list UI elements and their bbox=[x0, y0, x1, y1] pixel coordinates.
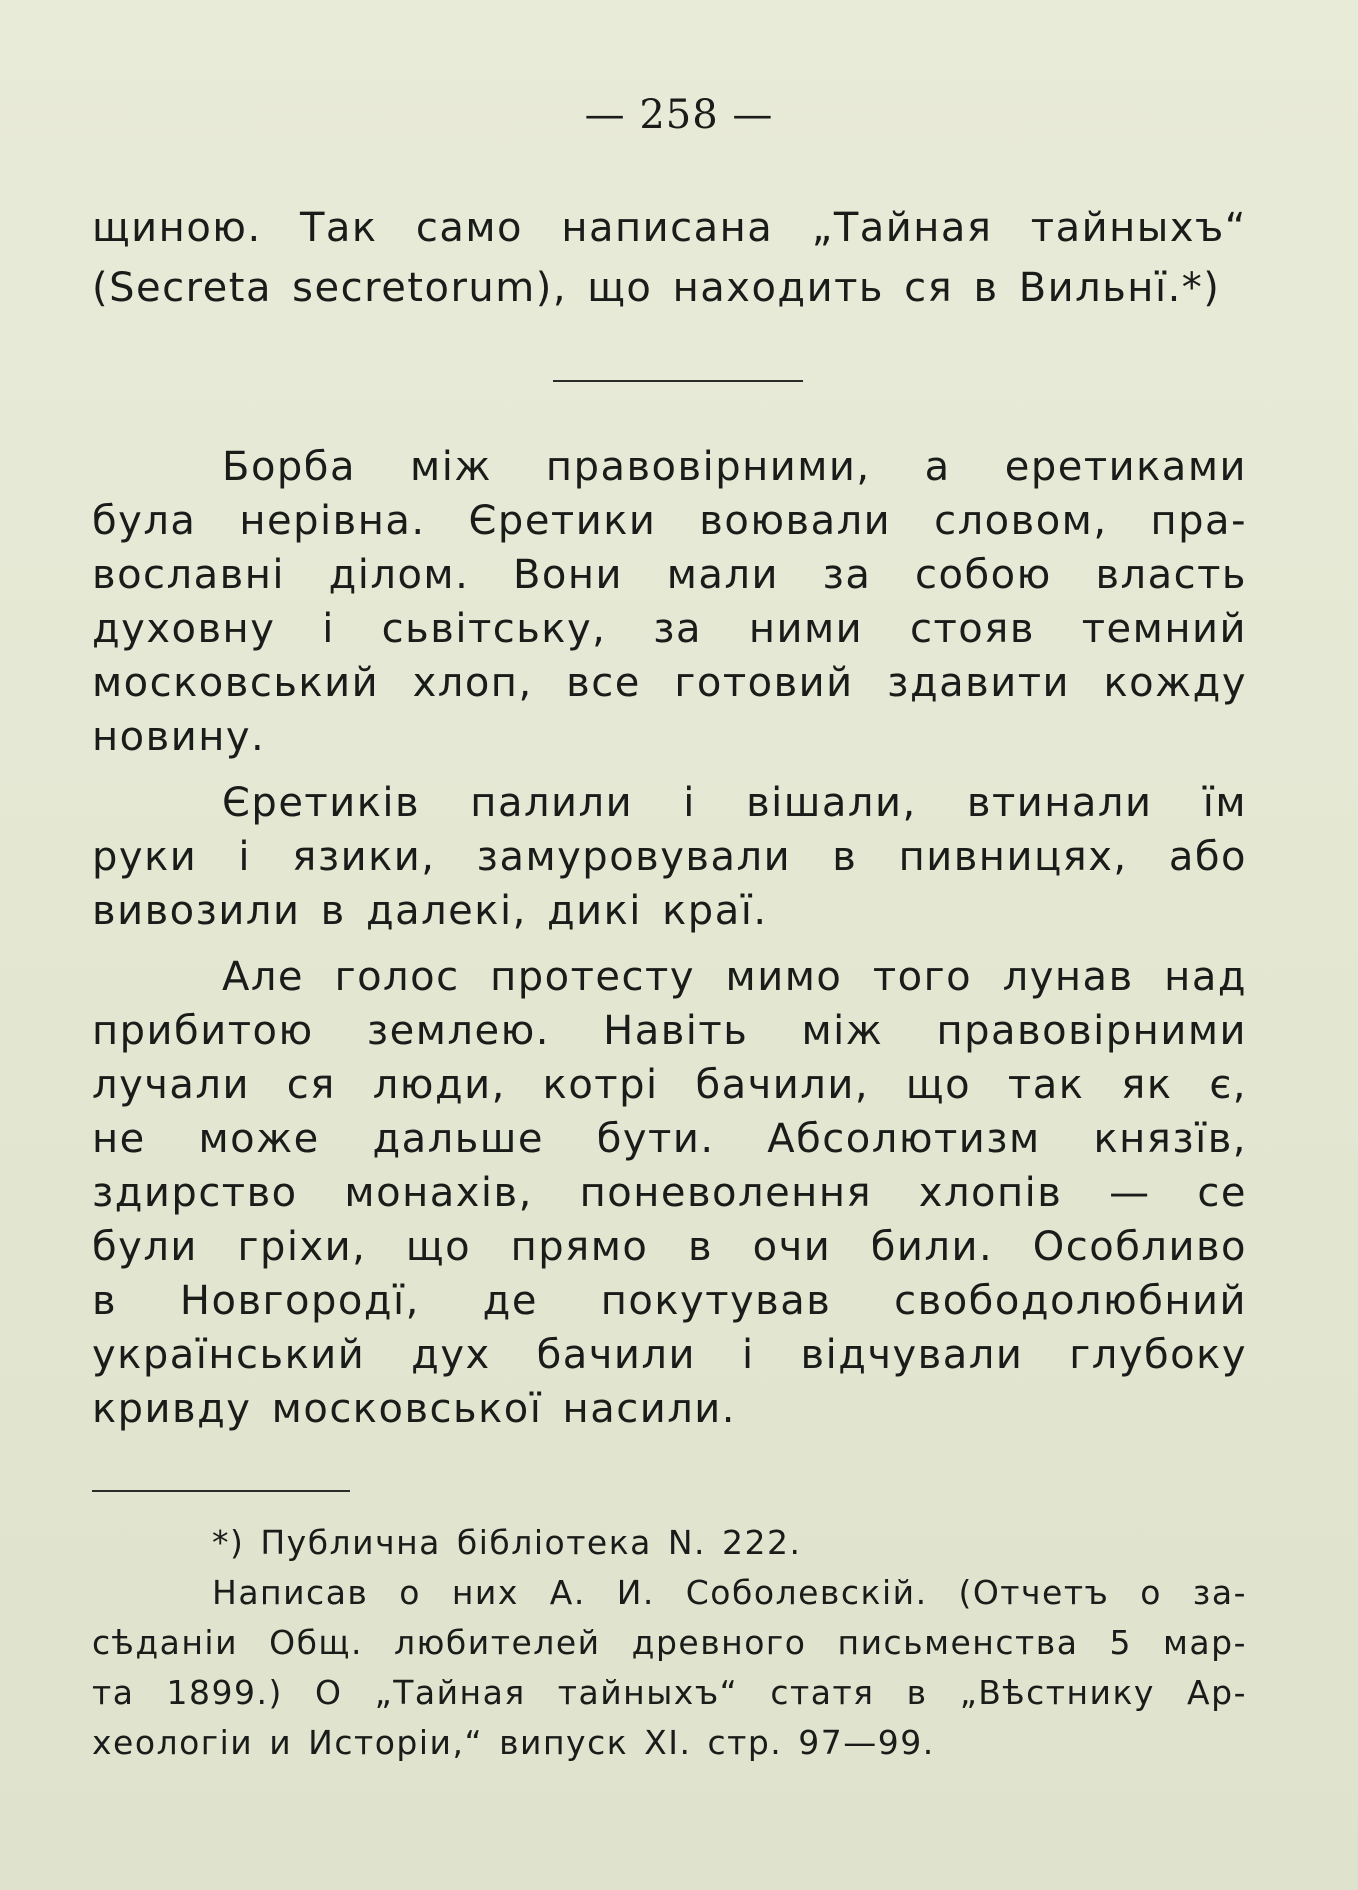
footnote-line: *) Публична бібліотека N. 222. bbox=[212, 1523, 802, 1562]
text-line: український дух бачили і відчували глубоку bbox=[92, 1332, 1247, 1378]
footnote-line: та 1899.) О „Тайная тайныхъ“ статя в „Вѣстнику Ар- bbox=[92, 1673, 1247, 1712]
section-divider bbox=[553, 380, 803, 382]
text-line: в Новгородї, де покутував свободолюбний bbox=[92, 1278, 1247, 1324]
text-line: були гріхи, що прямо в очи били. Особливо bbox=[92, 1224, 1247, 1270]
footnote-divider bbox=[92, 1490, 350, 1492]
text-line: руки і язики, замуровували в пивницях, або bbox=[92, 834, 1247, 880]
text-line: не може дальше бути. Абсолютизм князїв, bbox=[92, 1116, 1247, 1162]
text-line: Але голос протесту мимо того лунав над bbox=[222, 954, 1247, 1000]
text-line: вославні ділом. Вони мали за собою власть bbox=[92, 552, 1247, 598]
page-number: — 258 — bbox=[584, 92, 774, 138]
text-line: духовну і сьвітську, за ними стояв темний bbox=[92, 606, 1247, 652]
footnote-line: сѣданіи Общ. любителей древного письменства 5 мар- bbox=[92, 1623, 1247, 1662]
text-line: кривду московської насили. bbox=[92, 1386, 736, 1432]
text-line: прибитою землею. Навіть між правовірними bbox=[92, 1008, 1247, 1054]
paragraph-struggle bbox=[92, 440, 1247, 764]
continued-paragraph bbox=[92, 198, 1247, 318]
paragraph-protest bbox=[92, 950, 1247, 1436]
footnote-line: Написав о них А. И. Соболевскій. (Отчетъ о за- bbox=[212, 1573, 1247, 1612]
text-line: була нерівна. Єретики воювали словом, пра- bbox=[92, 498, 1247, 544]
text-line: вивозили в далекі, дикі краї. bbox=[92, 888, 768, 934]
text-line: Єретиків палили і вішали, втинали їм bbox=[222, 780, 1247, 826]
text-line: новину. bbox=[92, 714, 266, 760]
footnotes bbox=[92, 1518, 1247, 1768]
text-line: здирство монахів, поневолення хлопів — се bbox=[92, 1170, 1247, 1216]
text-line: московський хлоп, все готовий здавити кожду bbox=[92, 660, 1247, 706]
text-line: Борба між правовірними, а еретиками bbox=[222, 444, 1247, 490]
footnote-line: хеологіи и Исторіи,“ випуск XI. стр. 97—99. bbox=[92, 1723, 935, 1762]
text-line: щиною. Так само написана „Тайная тайныхъ“ bbox=[92, 205, 1247, 251]
text-line: (Secreta secretorum), що находить ся в Вильнї.*) bbox=[92, 265, 1221, 311]
text-line: лучали ся люди, котрі бачили, що так як є, bbox=[92, 1062, 1247, 1108]
paragraph-persecution bbox=[92, 776, 1247, 938]
